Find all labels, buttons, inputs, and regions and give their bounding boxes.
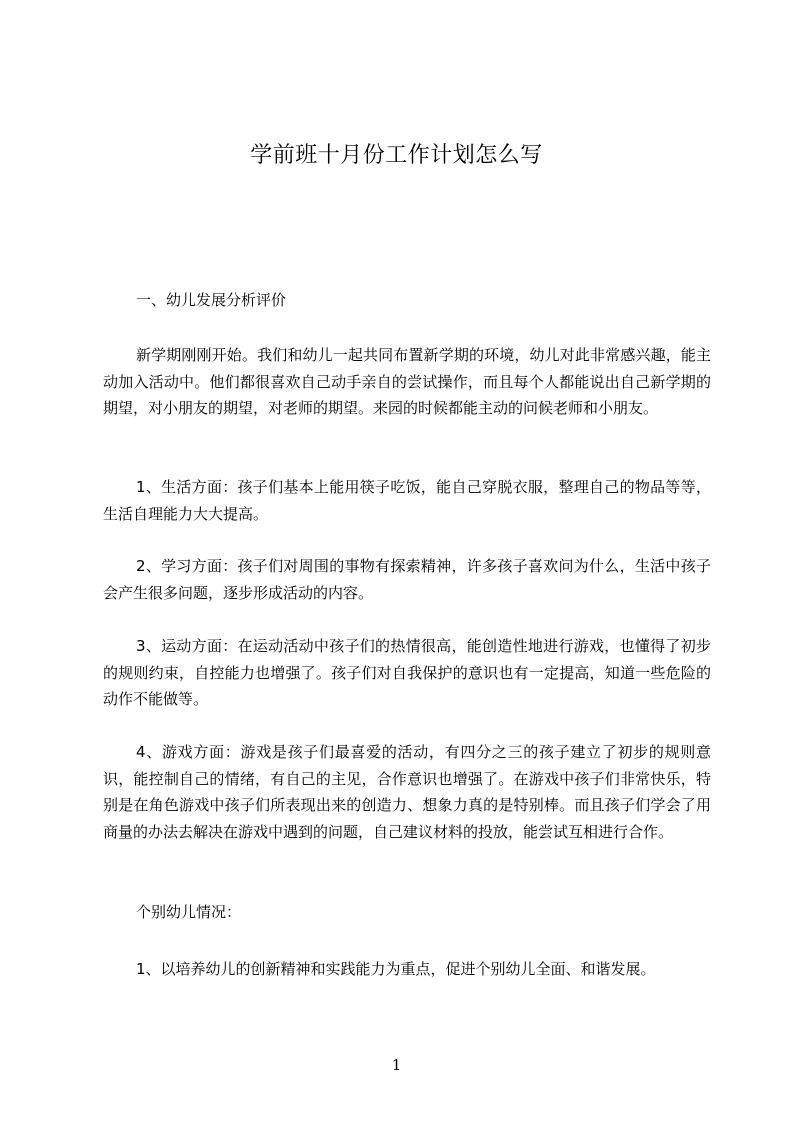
individual-heading: 个别幼儿情况：: [136, 903, 242, 921]
item-study: 2、学习方面：孩子们对周围的事物有探索精神，许多孩子喜欢问为什么，生活中孩子会产生很多问题，逐步形成活动的内容。: [103, 557, 711, 602]
individual-item: 1、以培养幼儿的创新精神和实践能力为重点，促进个别幼儿全面、和谐发展。: [136, 960, 656, 978]
page-number: 1: [391, 1056, 402, 1074]
item-games: 4、游戏方面：游戏是孩子们最喜爱的活动，有四分之三的孩子建立了初步的规则意识，能控制自己的情绪，有自己的主见，合作意识也增强了。在游戏中孩子们非常快乐，特别是在角色游戏中孩子们所表现出来的创造力、想象力真的是特别棒。而且孩子们学会了用商量的办法去解决在游戏中遇到的问题，自己建议材料的投放，能尝试互相进行合作。: [103, 743, 711, 841]
item-sports: 3、运动方面：在运动活动中孩子们的热情很高，能创造性地进行游戏，也懂得了初步的规则约束，自控能力也增强了。孩子们对自我保护的意识也有一定提高，知道一些危险的动作不能做等。: [103, 637, 711, 708]
item-life: 1、生活方面：孩子们基本上能用筷子吃饭，能自己穿脱衣服，整理自己的物品等等，生活自理能力大大提高。: [103, 478, 711, 523]
intro-paragraph: 新学期刚刚开始。我们和幼儿一起共同布置新学期的环境，幼儿对此非常感兴趣，能主动加入活动中。他们都很喜欢自己动手亲自的尝试操作，而且每个人都能说出自己新学期的期望，对小朋友的期望，对老师的期望。来园的时候都能主动的问候老师和小朋友。: [103, 346, 711, 417]
document-title: 学前班十月份工作计划怎么写: [250, 143, 543, 168]
section-heading: 一、幼儿发展分析评价: [136, 291, 287, 309]
